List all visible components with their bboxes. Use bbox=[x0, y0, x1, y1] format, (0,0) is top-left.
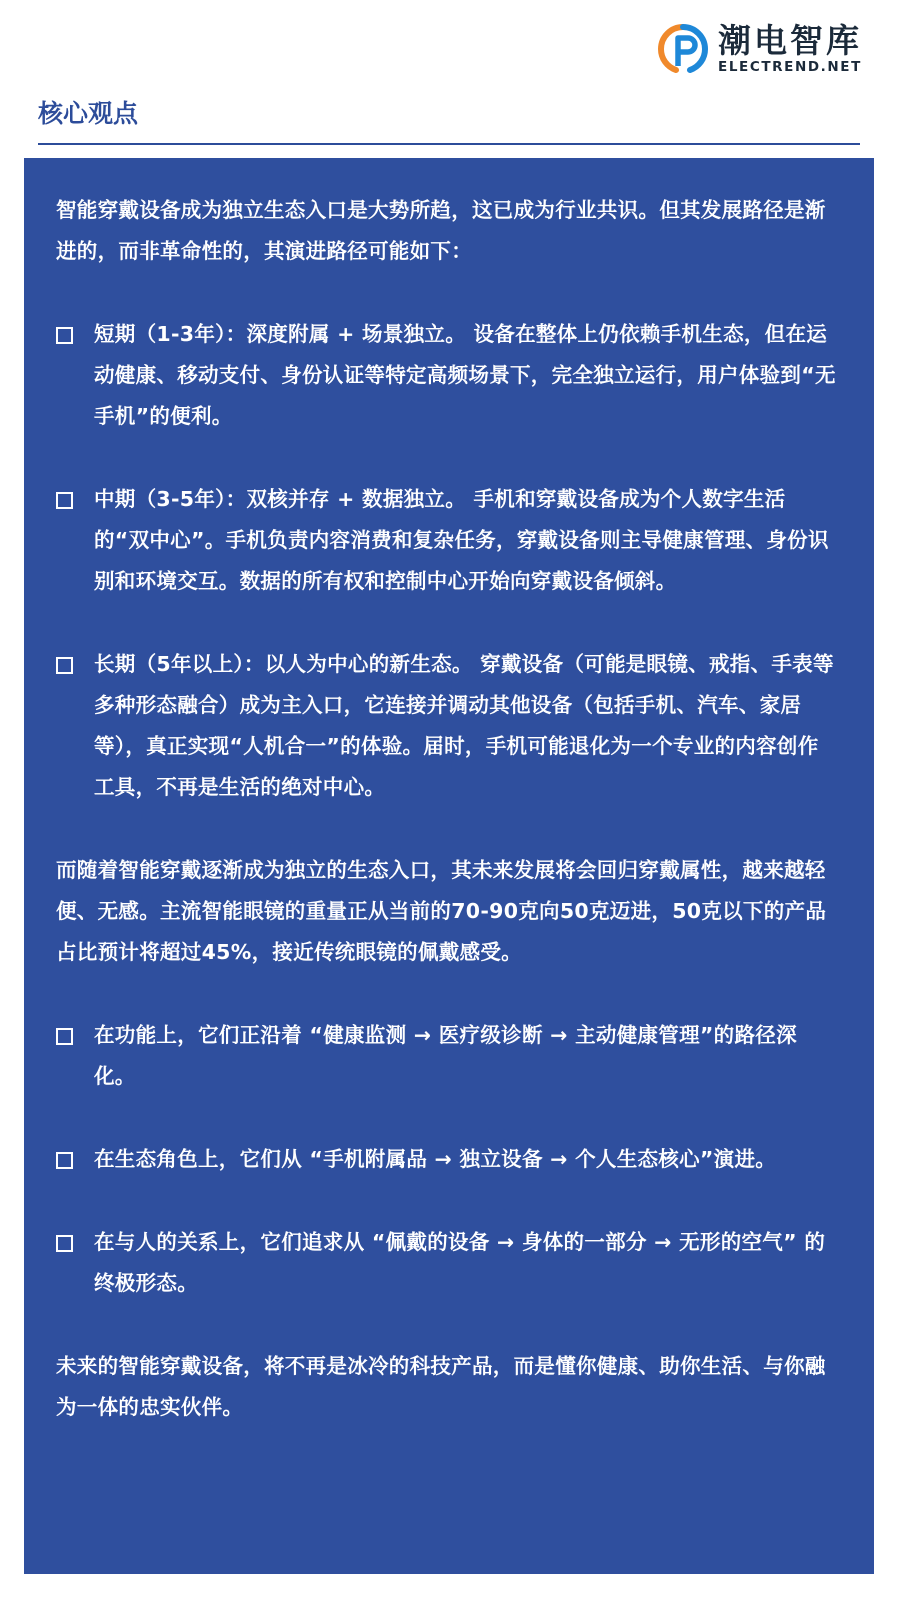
section-title: 核心观点 bbox=[38, 99, 139, 128]
logo-name-en: ELECTREND.NET bbox=[718, 59, 862, 75]
intro-paragraph: 智能穿戴设备成为独立生态入口是大势所趋，这已成为行业共识。但其发展路径是渐进的，而非革命性的，其演进路径可能如下： bbox=[56, 198, 826, 263]
trend-item-relationship bbox=[56, 1222, 838, 1304]
stage-item-long-term bbox=[56, 644, 838, 808]
closing-paragraph: 未来的智能穿戴设备，将不再是冰冷的科技产品，而是懂你健康、助你生活、与你融为一体的忠实伙伴。 bbox=[56, 1354, 826, 1419]
key-points-panel bbox=[24, 158, 874, 1574]
trend-item-function bbox=[56, 1015, 838, 1097]
square-bullet-icon bbox=[56, 657, 73, 674]
trend-text: 在生态角色上，它们从 “手机附属品 → 独立设备 → 个人生态核心”演进。 bbox=[94, 1147, 777, 1171]
square-bullet-icon bbox=[56, 1028, 73, 1045]
logo-name-cn: 潮电智库 bbox=[718, 21, 862, 60]
title-divider bbox=[38, 143, 860, 145]
stage-text: 长期（5年以上）：以人为中心的新生态。 穿戴设备（可能是眼镜、戒指、手表等多种形态融合）成为主入口，它连接并调动其他设备（包括手机、汽车、家居等），真正实现“人机合一”的体验。届时，手机可能退化为一个专业的内容创作工具，不再是生活的绝对中心。 bbox=[94, 652, 834, 799]
stage-text: 短期（1-3年）：深度附属 + 场景独立。 设备在整体上仍依赖手机生态，但在运动健康、移动支付、身份认证等特定高频场景下，完全独立运行，用户体验到“无手机”的便利。 bbox=[94, 322, 836, 428]
trend-item-ecosystem bbox=[56, 1139, 838, 1180]
electrend-logo-icon bbox=[656, 22, 710, 76]
stage-text: 中期（3-5年）：双核并存 + 数据独立。 手机和穿戴设备成为个人数字生活的“双中心”。手机负责内容消费和复杂任务，穿戴设备则主导健康管理、身份识别和环境交互。数据的所有权和控制中心开始向穿戴设备倾斜。 bbox=[94, 487, 829, 593]
trend-text: 在功能上，它们正沿着 “健康监测 → 医疗级诊断 → 主动健康管理”的路径深化。 bbox=[94, 1023, 797, 1088]
trend-text: 在与人的关系上，它们追求从 “佩戴的设备 → 身体的一部分 → 无形的空气” 的终极形态。 bbox=[94, 1230, 826, 1295]
square-bullet-icon bbox=[56, 1235, 73, 1252]
stage-item-short-term bbox=[56, 314, 838, 437]
middle-paragraph: 而随着智能穿戴逐渐成为独立的生态入口，其未来发展将会回归穿戴属性，越来越轻便、无感。主流智能眼镜的重量正从当前的70-90克向50克迈进，50克以下的产品占比预计将超过45%，接近传统眼镜的佩戴感受。 bbox=[56, 858, 827, 964]
brand-logo bbox=[656, 22, 862, 76]
square-bullet-icon bbox=[56, 1152, 73, 1169]
square-bullet-icon bbox=[56, 327, 73, 344]
square-bullet-icon bbox=[56, 492, 73, 509]
stage-item-mid-term bbox=[56, 479, 838, 602]
